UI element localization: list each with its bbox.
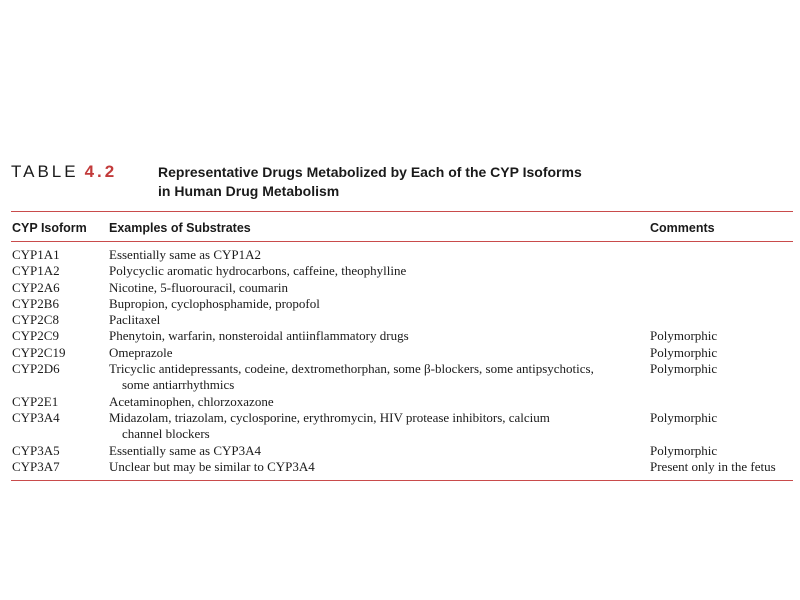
cell-substrates — [109, 247, 639, 263]
cell-isoform: CYP2C9 — [12, 328, 59, 344]
table-row — [0, 312, 800, 328]
substrate-line: Bupropion, cyclophosphamide, propofol — [109, 295, 320, 311]
header-comments: Comments — [650, 221, 715, 235]
cell-substrates — [109, 263, 639, 279]
header-isoform: CYP Isoform — [12, 221, 87, 235]
table-label-word: TABLE — [11, 162, 79, 181]
table-title-line-2: in Human Drug Metabolism — [158, 183, 340, 199]
cell-isoform: CYP2A6 — [12, 279, 60, 295]
substrate-line: Acetaminophen, chlorzoxazone — [109, 393, 274, 409]
substrate-line: Essentially same as CYP3A4 — [109, 442, 262, 458]
table-row — [0, 394, 800, 410]
cell-substrates — [109, 312, 639, 328]
table-title-line-1: Representative Drugs Metabolized by Each of the CYP Isoforms — [158, 164, 582, 180]
cell-isoform: CYP3A5 — [12, 442, 60, 458]
table-row — [0, 280, 800, 296]
cell-comments: Polymorphic — [650, 442, 718, 458]
cell-isoform: CYP3A7 — [12, 458, 60, 474]
cell-isoform: CYP2C8 — [12, 312, 59, 328]
header-substrates: Examples of Substrates — [109, 221, 251, 235]
cell-isoform: CYP2E1 — [12, 393, 59, 409]
table-row — [0, 263, 800, 279]
cell-substrates — [109, 394, 639, 410]
bottom-rule — [11, 480, 793, 481]
substrate-line: Nicotine, 5-fluorouracil, coumarin — [109, 279, 289, 295]
cell-comments: Polymorphic — [650, 409, 718, 425]
cell-comments: Polymorphic — [650, 361, 718, 377]
cell-isoform: CYP2D6 — [12, 361, 60, 377]
substrate-line: some antiarrhythmics — [122, 377, 235, 393]
table-row — [0, 328, 800, 344]
cell-comments: Polymorphic — [650, 344, 718, 360]
substrate-line: Essentially same as CYP1A2 — [109, 247, 262, 262]
cell-substrates — [109, 296, 639, 312]
cell-isoform: CYP2B6 — [12, 295, 59, 311]
substrate-line: channel blockers — [122, 426, 210, 442]
cell-substrates — [109, 443, 639, 459]
substrate-line: Midazolam, triazolam, cyclosporine, erythromycin, HIV protease inhibitors, calcium — [109, 409, 550, 425]
table-row — [0, 296, 800, 312]
header-rule — [11, 241, 793, 242]
substrate-line: Paclitaxel — [109, 312, 161, 328]
substrate-line: Omeprazole — [109, 344, 173, 360]
cell-isoform: CYP1A2 — [12, 263, 60, 279]
cell-isoform: CYP3A4 — [12, 409, 60, 425]
cell-substrates — [109, 361, 639, 394]
cell-comments: Polymorphic — [650, 328, 718, 344]
top-rule — [11, 211, 793, 212]
table-label — [11, 162, 117, 182]
table-row — [0, 247, 800, 263]
cell-substrates — [109, 410, 639, 443]
table-row — [0, 361, 800, 394]
table-row — [0, 443, 800, 459]
substrate-line: Phenytoin, warfarin, nonsteroidal antiinflammatory drugs — [109, 328, 409, 344]
cell-substrates — [109, 328, 639, 344]
cell-substrates — [109, 345, 639, 361]
substrate-line: Tricyclic antidepressants, codeine, dextromethorphan, some β-blockers, some antipsychotics, — [109, 361, 594, 377]
table-row — [0, 410, 800, 443]
cell-isoform: CYP1A1 — [12, 247, 60, 262]
cell-isoform: CYP2C19 — [12, 344, 66, 360]
cell-comments: Present only in the fetus — [650, 458, 776, 474]
table-caption — [11, 161, 791, 201]
substrate-line: Polycyclic aromatic hydrocarbons, caffeine, theophylline — [109, 263, 407, 279]
cell-substrates — [109, 459, 639, 475]
table-body — [0, 247, 800, 475]
cell-substrates — [109, 280, 639, 296]
substrate-line: Unclear but may be similar to CYP3A4 — [109, 458, 315, 474]
table-row — [0, 345, 800, 361]
table-label-number: 4.2 — [84, 162, 118, 181]
table-row — [0, 459, 800, 475]
table-title — [158, 163, 718, 201]
